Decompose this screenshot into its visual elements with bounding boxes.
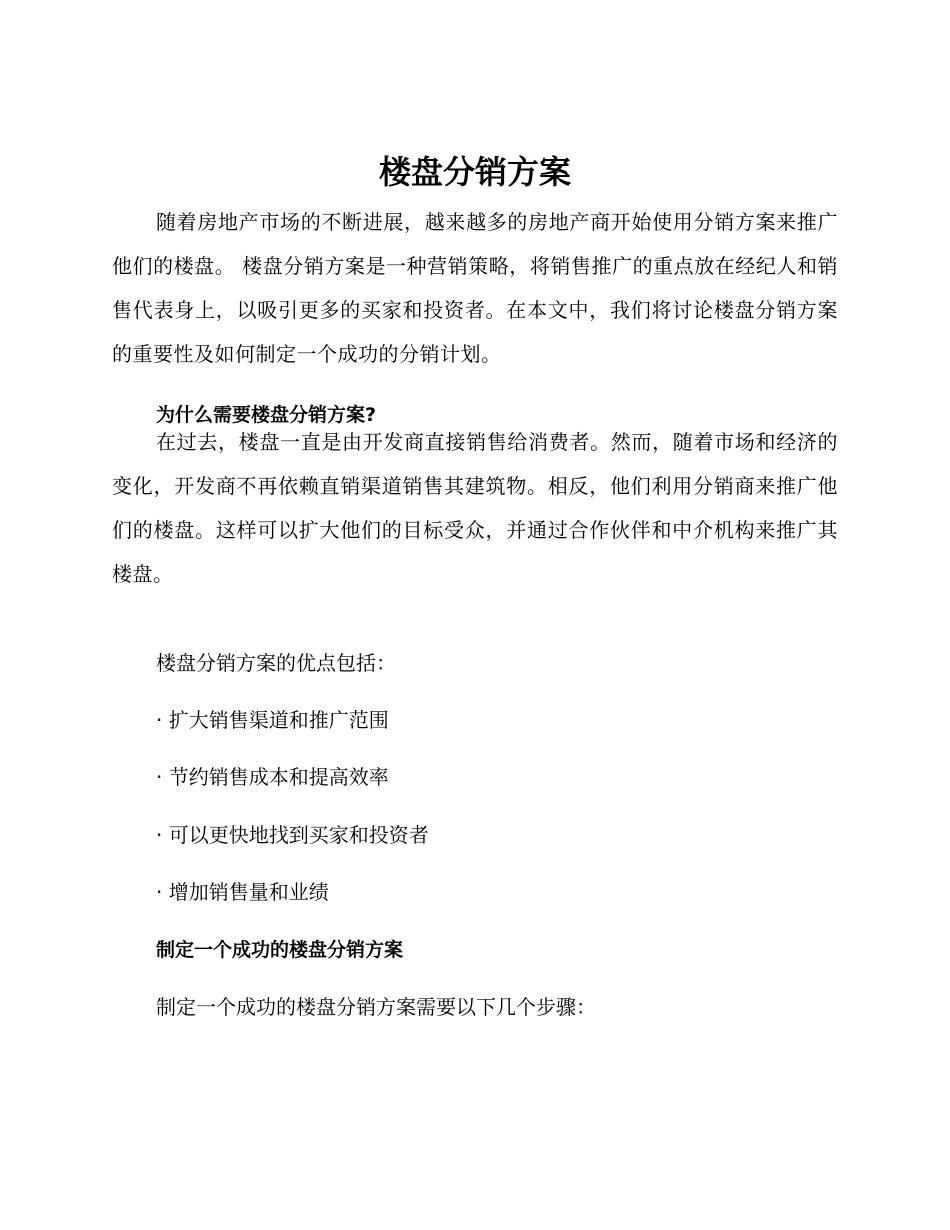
bullet-item: · 扩大销售渠道和推广范围 <box>156 708 389 732</box>
bullet-item: · 节约销售成本和提高效率 <box>156 765 389 789</box>
bullet-item: · 可以更快地找到买家和投资者 <box>156 823 429 847</box>
why-paragraph: 在过去，楼盘一直是由开发商直接销售给消费者。然而，随着市场和经济的变化，开发商不再依赖直销渠道销售其建筑物。相反，他们利用分销商来推广他们的楼盘。这样可以扩大他们的目标受众，并通过合作伙伴和中介机构来推广其楼盘。 <box>112 430 838 586</box>
intro-paragraph: 随着房地产市场的不断进展，越来越多的房地产商开始使用分销方案来推广他们的楼盘。 楼盘分销方案是一种营销策略，将销售推广的重点放在经纪人和销售代表身上，以吸引更多的买家和投资者。在本文中，我们将讨论楼盘分销方案的重要性及如何制定一个成功的分销计划。 <box>112 210 838 366</box>
bullet-item: · 增加销售量和业绩 <box>156 880 329 904</box>
how-paragraph: 制定一个成功的楼盘分销方案需要以下几个步骤： <box>156 995 596 1019</box>
section-heading-why: 为什么需要楼盘分销方案? <box>156 404 377 426</box>
advantages-intro: 楼盘分销方案的优点包括： <box>156 651 396 675</box>
document-title: 楼盘分销方案 <box>378 153 571 191</box>
section-heading-how: 制定一个成功的楼盘分销方案 <box>156 939 404 961</box>
